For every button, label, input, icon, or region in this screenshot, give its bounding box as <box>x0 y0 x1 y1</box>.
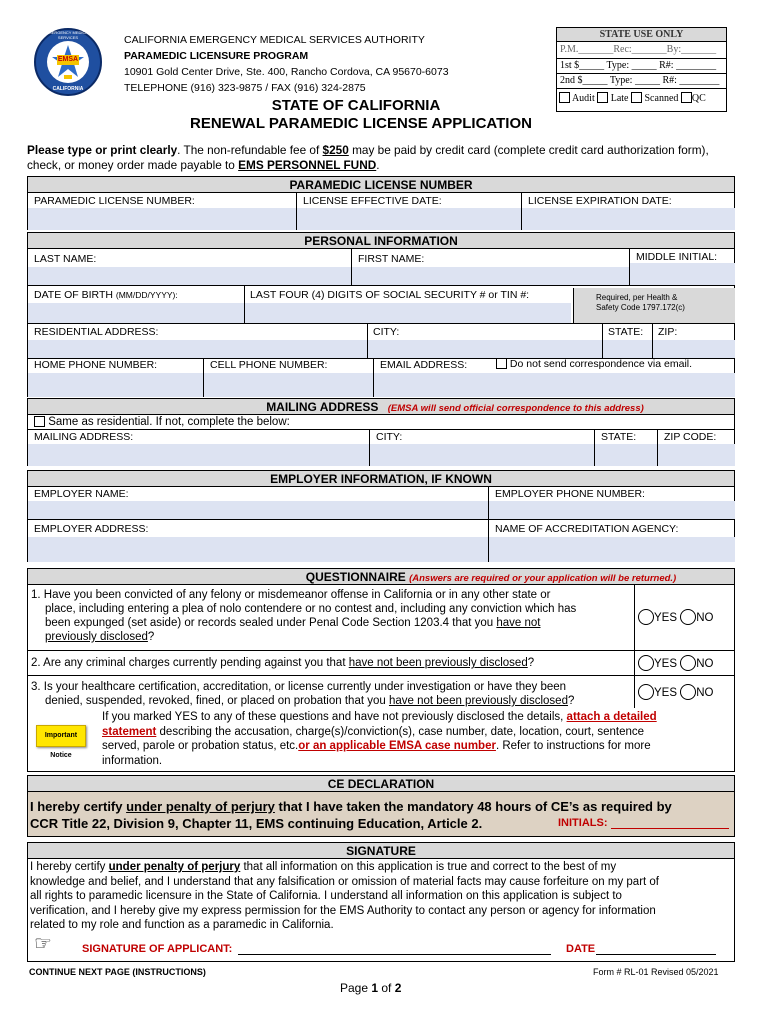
form-number: Form # RL-01 Revised 05/2021 <box>593 967 719 977</box>
q1-line-c: been expunged (set aside) or records sealed under Penal Code Section 1203.4 that you <box>45 617 497 629</box>
email-label: EMAIL ADDRESS: <box>380 359 468 371</box>
q3-yes-label: YES <box>654 687 678 699</box>
state-use-row1: P.M._______Rec:_______By:_______ <box>560 44 717 55</box>
mailing-section <box>27 398 735 466</box>
same-as-residential-label: Same as residential. If not, complete the below: <box>48 416 290 428</box>
zip-input[interactable] <box>653 340 735 358</box>
q3-line-b: denied, suspended, revoked, fined, or placed on probation that you <box>45 695 389 707</box>
dob-format: (MM/DD/YYYY): <box>115 290 178 300</box>
page-number <box>340 981 401 995</box>
notice-red-1: attach a detailed <box>566 711 657 723</box>
sig-line1-emph: under penalty of perjury <box>108 861 241 873</box>
ce-line1-emph: under penalty of perjury <box>126 799 275 814</box>
notice-text <box>102 710 732 768</box>
home-phone-input[interactable] <box>28 373 203 397</box>
scanned-label: Scanned <box>644 93 679 104</box>
sig-line3: all rights to paramedic licensure in the State of California. I understand all information on this application is subject to <box>30 890 622 902</box>
zip-label: ZIP: <box>658 326 678 338</box>
sig-line1-b: that all information on this application is true and correct to the best of my <box>240 861 617 873</box>
late-checkbox[interactable] <box>597 92 608 103</box>
notice-part4: . Refer to instructions for more <box>495 740 651 752</box>
mailing-state-input[interactable] <box>595 444 657 466</box>
seal-center-text: EMSA <box>57 56 79 63</box>
intro-text <box>27 143 737 173</box>
no-email-option <box>496 358 692 370</box>
mailing-note: (EMSA will send official correspondence to this address) <box>387 403 644 414</box>
q1-yes-label: YES <box>654 612 678 624</box>
q1-line-b: place, including entering a plea of nolo contendere or no contest and, including any conviction which has <box>45 603 577 615</box>
questionnaire-band <box>28 569 734 585</box>
intro-part2: may be paid by credit card (complete credit card authorization form), check, or money order made payable to <box>27 143 709 172</box>
page-prefix: Page <box>340 981 372 995</box>
q2-no-label: NO <box>696 658 714 670</box>
q2-answer <box>638 655 713 671</box>
agency-name: CALIFORNIA EMERGENCY MEDICAL SERVICES AUTHORITY <box>124 34 425 46</box>
first-name-input[interactable] <box>352 267 629 285</box>
ce-header: CE DECLARATION <box>28 776 734 792</box>
employer-phone-input[interactable] <box>489 501 735 519</box>
mailing-zip-label: ZIP CODE: <box>664 431 717 443</box>
agency-phone: TELEPHONE (916) 323-9875 / FAX (916) 324-2875 <box>124 82 366 94</box>
question-2 <box>31 656 631 670</box>
signature-section <box>27 842 735 962</box>
notice-part2: describing the accusation, charge(s)/conviction(s), case number, date, location, court, sentence <box>156 725 645 738</box>
mailing-header: MAILING ADDRESS <box>266 400 379 414</box>
q1-no-radio[interactable] <box>680 609 696 625</box>
seal-text-top: EMERGENCY MEDICAL SERVICES <box>45 30 91 40</box>
state-use-row2: 1st $_____ Type: _____ R#: ________ <box>557 58 726 73</box>
dob-label-text: DATE OF BIRTH <box>34 289 113 301</box>
employer-address-input[interactable] <box>28 537 488 562</box>
accreditation-agency-input[interactable] <box>489 537 735 562</box>
personal-header: PERSONAL INFORMATION <box>28 233 734 249</box>
q3-line-b-emph: have not been previously disclosed <box>388 695 568 707</box>
q3-no-radio[interactable] <box>680 684 696 700</box>
last-name-label: LAST NAME: <box>34 253 97 265</box>
q3-no-label: NO <box>696 687 714 699</box>
city-input[interactable] <box>368 340 602 358</box>
qc-label: QC <box>691 93 706 104</box>
state-label: STATE: <box>608 326 644 338</box>
questionnaire-note: (Answers are required or your application will be returned.) <box>409 573 677 584</box>
q3-line-a: 3. Is your healthcare certification, accreditation, or license currently under investigation or have they been <box>31 681 567 693</box>
notice-red-3: or an applicable EMSA case number <box>298 740 496 752</box>
last-name-input[interactable] <box>28 267 351 285</box>
qc-checkbox[interactable] <box>681 92 692 103</box>
sig-line2: knowledge and belief, and I understand that any falsification or omission of material facts may cause forfeiture on my part of <box>30 875 660 888</box>
scanned-checkbox[interactable] <box>631 92 642 103</box>
signature-input[interactable] <box>238 941 551 955</box>
sig-line5: related to my role and function as a paramedic in California. <box>30 919 334 931</box>
sign-here-hand-icon: ☞ <box>34 933 52 955</box>
employer-name-input[interactable] <box>28 501 488 519</box>
state-input[interactable] <box>603 340 652 358</box>
email-input[interactable] <box>374 373 735 397</box>
accreditation-agency-label: NAME OF ACCREDITATION AGENCY: <box>495 523 679 535</box>
q2-end: ? <box>527 657 535 669</box>
agency-address: 10901 Gold Center Drive, Ste. 400, Rancho Cordova, CA 95670-6073 <box>124 66 449 78</box>
date-input[interactable] <box>596 941 716 955</box>
license-section <box>27 176 735 230</box>
license-number-input[interactable] <box>28 208 296 230</box>
q3-line-b-end: ? <box>567 695 575 707</box>
ce-section <box>27 775 735 837</box>
intro-payee: EMS PERSONNEL FUND <box>238 158 377 172</box>
mailing-band <box>28 399 734 415</box>
title-line-2: RENEWAL PARAMEDIC LICENSE APPLICATION <box>190 115 532 132</box>
ssn-label: LAST FOUR (4) DIGITS OF SOCIAL SECURITY # or TIN #: <box>250 289 530 301</box>
license-number-label: PARAMEDIC LICENSE NUMBER: <box>34 195 195 207</box>
intro-part1: . The non-refundable fee of <box>177 143 323 157</box>
mailing-address-label: MAILING ADDRESS: <box>34 431 134 443</box>
late-label: Late <box>610 93 629 104</box>
mailing-city-input[interactable] <box>370 444 594 466</box>
dob-input[interactable] <box>28 303 244 323</box>
license-header: PARAMEDIC LICENSE NUMBER <box>28 177 734 193</box>
ssn-note-line2: Safety Code 1797.172(c) <box>596 303 685 312</box>
notice-part3: served, parole or probation status, etc. <box>102 740 299 752</box>
mailing-state-label: STATE: <box>601 431 637 443</box>
signature-header: SIGNATURE <box>28 843 734 859</box>
same-as-residential <box>34 416 290 428</box>
state-use-title: STATE USE ONLY <box>557 28 726 42</box>
intro-fee: $250 <box>322 143 349 157</box>
state-use-checks <box>557 88 726 107</box>
notice-part5: information. <box>102 754 163 767</box>
middle-initial-input[interactable] <box>630 263 735 285</box>
q1-yes-radio[interactable] <box>638 609 654 625</box>
residential-address-input[interactable] <box>28 340 367 358</box>
emsa-seal <box>33 27 103 97</box>
program-name: PARAMEDIC LICENSURE PROGRAM <box>124 50 309 62</box>
q3-yes-radio[interactable] <box>638 684 654 700</box>
question-3 <box>31 680 631 708</box>
intro-end: . <box>376 158 380 172</box>
q1-line-a: 1. Have you been convicted of any felony or misdemeanor offense in California or in any other state or <box>31 589 551 601</box>
notice-red-2: statement <box>102 725 157 738</box>
question-1 <box>31 588 631 644</box>
ce-line1-a: I hereby certify <box>30 799 127 814</box>
q2-yes-label: YES <box>654 658 678 670</box>
same-as-residential-checkbox[interactable] <box>34 416 45 427</box>
sig-line1-a: I hereby certify <box>30 861 109 873</box>
license-expiration-input[interactable] <box>522 208 735 230</box>
no-email-checkbox[interactable] <box>496 358 507 369</box>
mailing-city-label: CITY: <box>376 431 403 443</box>
ce-line1-b: that I have taken the mandatory 48 hours of CE’s as required by <box>274 799 672 814</box>
ssn-note-line1: Required, per Health & <box>596 293 678 302</box>
q3-answer <box>638 684 713 700</box>
questionnaire-header: QUESTIONNAIRE <box>305 570 406 584</box>
important-notice-badge <box>36 725 86 759</box>
license-effective-input[interactable] <box>297 208 521 230</box>
personal-section <box>27 232 735 397</box>
q1-line-d-emph: previously disclosed <box>45 631 148 643</box>
q1-line-c-emph: have not <box>496 617 541 629</box>
home-phone-label: HOME PHONE NUMBER: <box>34 359 158 371</box>
signature-label: SIGNATURE OF APPLICANT: <box>82 943 233 955</box>
license-effective-label: LICENSE EFFECTIVE DATE: <box>303 195 442 207</box>
questionnaire-section <box>27 568 735 772</box>
cell-phone-input[interactable] <box>204 373 373 397</box>
employer-phone-label: EMPLOYER PHONE NUMBER: <box>495 488 645 500</box>
employer-name-label: EMPLOYER NAME: <box>34 488 129 500</box>
sig-line4: verification, and I hereby give my express permission for the EMS Authority to contact any person or agency for information <box>30 904 656 917</box>
ce-initials-label: INITIALS: <box>558 817 608 829</box>
audit-label: Audit <box>571 93 595 104</box>
mailing-zip-input[interactable] <box>658 444 735 466</box>
q1-no-label: NO <box>696 612 714 624</box>
no-email-label: Do not send correspondence via email. <box>509 358 693 370</box>
city-label: CITY: <box>373 326 400 338</box>
q2-yes-radio[interactable] <box>638 655 654 671</box>
page-current: 1 <box>371 981 379 995</box>
q1-line-d: ? <box>147 631 155 643</box>
ce-initials-input[interactable] <box>611 816 729 829</box>
middle-initial-label: MIDDLE INITIAL: <box>636 251 718 263</box>
q1-answer <box>638 609 713 625</box>
state-use-row3: 2nd $_____ Type: _____ R#: ________ <box>557 73 726 88</box>
important-notice-icon: Important Notice <box>44 732 78 759</box>
dob-label <box>34 289 178 301</box>
signature-statement <box>30 860 734 933</box>
page-total: 2 <box>394 981 402 995</box>
license-expiration-label: LICENSE EXPIRATION DATE: <box>528 195 672 207</box>
residential-address-label: RESIDENTIAL ADDRESS: <box>34 326 159 338</box>
page-mid: of <box>378 981 395 995</box>
q2-emph: have not been previously disclosed <box>348 657 528 669</box>
q2-no-radio[interactable] <box>680 655 696 671</box>
ssn-input[interactable] <box>245 303 571 323</box>
employer-header: EMPLOYER INFORMATION, IF KNOWN <box>28 471 734 487</box>
employer-address-label: EMPLOYER ADDRESS: <box>34 523 149 535</box>
notice-part1: If you marked YES to any of these questions and have not previously disclosed the details, <box>102 711 567 723</box>
state-use-box <box>556 27 727 112</box>
cell-phone-label: CELL PHONE NUMBER: <box>210 359 328 371</box>
title-line-1: STATE OF CALIFORNIA <box>271 97 441 114</box>
first-name-label: FIRST NAME: <box>358 253 425 265</box>
employer-section <box>27 470 735 562</box>
q2-text: 2. Are any criminal charges currently pending against you that <box>31 657 349 669</box>
intro-bold-lead: Please type or print clearly <box>27 143 178 157</box>
audit-checkbox[interactable] <box>559 92 570 103</box>
ce-line2: CCR Title 22, Division 9, Chapter 11, EMS continuing Education, Article 2. <box>30 816 483 831</box>
continue-note: CONTINUE NEXT PAGE (INSTRUCTIONS) <box>29 967 206 977</box>
date-label: DATE <box>566 943 596 955</box>
seal-text-bottom: CALIFORNIA <box>52 86 84 92</box>
mailing-address-input[interactable] <box>28 444 369 466</box>
ssn-required-note <box>573 288 735 323</box>
